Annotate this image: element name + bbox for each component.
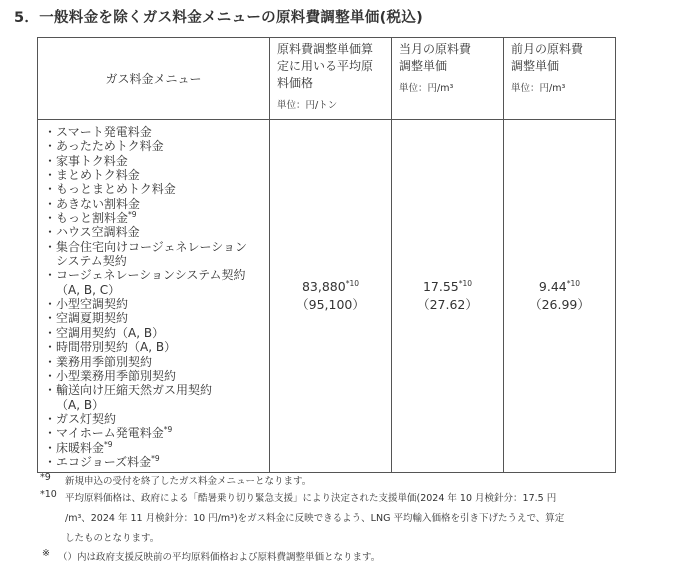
menu-item: ・小型空調契約 xyxy=(44,297,129,312)
menu-item: ・ハウス空調料金 xyxy=(44,225,140,240)
menu-list xyxy=(44,125,265,469)
header-title: 原料費調整単価算 定に用いる平均原 料価格 xyxy=(277,42,374,90)
note-ref: *9 xyxy=(104,439,113,449)
menu-item: ・コージェネレーションシステム契約 （A, B, C） xyxy=(44,268,265,297)
value-sub: （27.62） xyxy=(417,297,478,313)
table-body-row xyxy=(38,120,616,473)
footnote-text: 平均原料価格は、政府による「酷暑乗り切り緊急支援」により決定された支援単価(2024 年 10 月検針分：17.5 円 xyxy=(65,493,557,504)
menu-item-continuation: （A, B） xyxy=(56,397,105,412)
menu-item: ・あったためトク料金 xyxy=(44,139,164,154)
value-avg-price xyxy=(270,120,392,473)
header-title: 前月の原料費 調整単価 xyxy=(511,42,584,73)
menu-item: ・小型業務用季節別契約 xyxy=(44,368,177,383)
menu-list-cell xyxy=(38,120,270,473)
note-ref: *10 xyxy=(458,279,473,289)
menu-item: ・家事トク料金 xyxy=(44,153,128,168)
header-menu: ガス料金メニュー xyxy=(38,38,270,120)
note-ref: *10 xyxy=(566,279,581,289)
header-current-month xyxy=(392,38,504,120)
value-sub: （26.99） xyxy=(529,297,590,313)
header-previous-month xyxy=(504,38,616,120)
menu-item: ・マイホーム発電料金$^{*9}$ xyxy=(44,425,173,441)
note-ref: *10 xyxy=(345,279,360,289)
section-heading: 5．一般料金を除くガス料金メニューの原料費調整単価(税込) xyxy=(14,10,424,26)
note-ref: *9 xyxy=(163,425,173,435)
menu-item: ・業務用季節別契約 xyxy=(44,354,153,369)
footnote-text: したものとなります。 xyxy=(65,533,160,544)
value-main: 83,880 xyxy=(301,279,346,295)
menu-item: ・時間帯別契約（A, B） xyxy=(44,340,177,355)
footnote-mark: *9 xyxy=(40,472,51,483)
value-previous-month xyxy=(504,120,616,473)
menu-item: ・もっと割料金$^{*9}$ xyxy=(44,210,137,226)
footnote-text: （）内は政府支援反映前の平均原料価格および原料費調整単価となります。 xyxy=(58,552,381,563)
value-current-month xyxy=(392,120,504,473)
header-unit: 単位：円/m³ xyxy=(511,83,566,94)
value-main: 9.44 xyxy=(538,279,567,295)
menu-item: ・空調用契約（A, B） xyxy=(44,325,165,340)
header-title: 当月の原料費 調整単価 xyxy=(399,42,472,73)
menu-item: ・あきない割料金 xyxy=(44,196,141,211)
unit-price-table xyxy=(37,37,616,473)
header-unit: 単位：円/m³ xyxy=(399,83,454,94)
value-sub: （95,100） xyxy=(296,297,365,313)
menu-item: ・床暖料金$^{*9}$ xyxy=(44,439,113,455)
note-ref: *9 xyxy=(128,210,137,220)
header-avg-price xyxy=(270,38,392,120)
footnote-text: 新規申込の受付を終了したガス料金メニューとなります。 xyxy=(65,476,312,487)
menu-item: ・エコジョーズ料金$^{*9}$ xyxy=(44,453,160,469)
menu-item: ・ガス灯契約 xyxy=(44,411,117,426)
menu-item: ・集合住宅向けコージェネレーション システム契約 xyxy=(44,240,265,269)
header-unit: 単位：円/トン xyxy=(277,100,338,111)
menu-item: ・空調夏期契約 xyxy=(44,311,129,326)
menu-item: ・輸送向け圧縮天然ガス用契約 （A, B） xyxy=(44,383,265,412)
note-ref: *9 xyxy=(151,453,160,463)
menu-item: ・まとめトク料金 xyxy=(44,168,140,183)
menu-item-continuation: （A, B, C） xyxy=(56,282,121,297)
table-header-row xyxy=(38,38,616,120)
value-main: 17.55 xyxy=(422,279,459,295)
menu-item: ・スマート発電料金 xyxy=(44,125,152,139)
menu-item: ・もっとまとめトク料金 xyxy=(44,182,176,197)
footnote-mark: *10 xyxy=(40,489,57,500)
menu-item-continuation: システム契約 xyxy=(56,254,127,269)
footnote-text: /m³、2024 年 11 月検針分：10 円/m³)をガス料金に反映できるよう、LNG 平均輸入価格を引き下げたうえで、算定 xyxy=(65,513,565,524)
footnote-mark: ※ xyxy=(42,548,50,559)
